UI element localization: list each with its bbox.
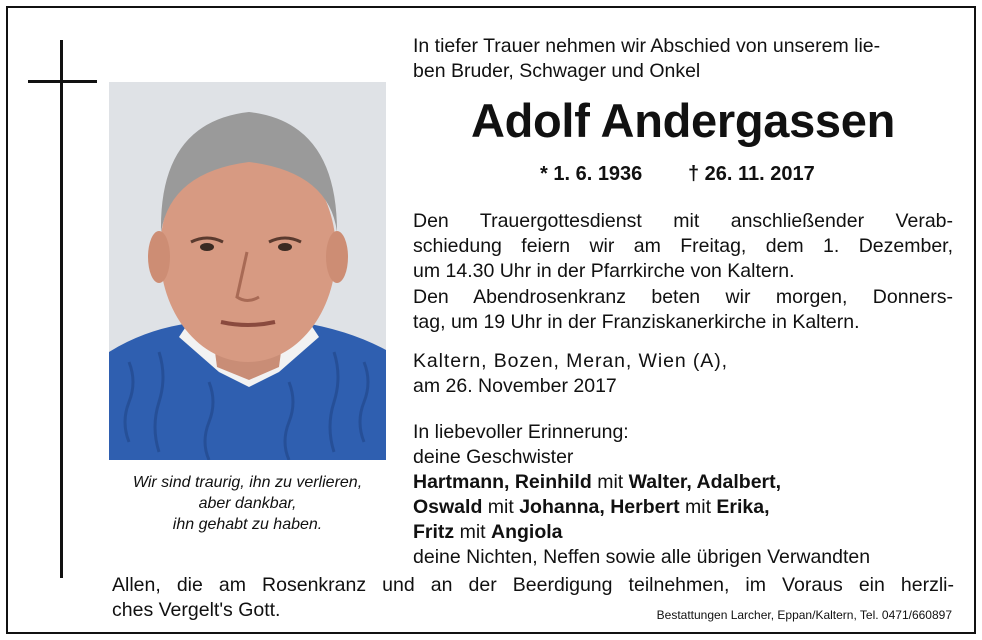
place-date-paragraph (413, 349, 953, 399)
memorial-quote (100, 472, 395, 535)
mourners-siblings-label: deine Geschwister (413, 446, 574, 468)
mourner-name: Johanna, Herbert (519, 496, 680, 518)
mourners-row (413, 470, 953, 495)
mourner-connector: mit (482, 496, 520, 518)
mourner-name: Oswald (413, 496, 483, 518)
paragraph-line: tag, um 19 Uhr in der Franziskanerkirche in Kaltern. (413, 311, 860, 333)
intro-text (413, 34, 953, 84)
portrait-photo (109, 82, 386, 460)
quote-line: Wir sind traurig, ihn zu verlieren, (132, 474, 363, 491)
paragraph-line: Den Trauergottesdienst mit anschließender Verab- (413, 210, 953, 232)
mourner-name: Erika, (716, 496, 770, 518)
paragraph-line: Kaltern, Bozen, Meran, Wien (A), (413, 350, 728, 372)
mourners-row (413, 520, 953, 545)
paragraph-line: um 14.30 Uhr in der Pfarrkirche von Kaltern. (413, 260, 795, 282)
mourner-name: Angiola (491, 521, 563, 543)
funeral-service-paragraph (413, 209, 953, 284)
mourner-connector: mit (454, 521, 492, 543)
death-date: † 26. 11. 2017 (688, 163, 815, 185)
mourner-name: Hartmann, Reinhild (413, 471, 592, 493)
mourners-relatives: deine Nichten, Neffen sowie alle übrigen Verwandten (413, 546, 871, 568)
paragraph-line: schiedung feiern wir am Freitag, dem 1. Dezember, (413, 235, 953, 257)
mourners-list (413, 420, 953, 570)
closing-line: ches Vergelt's Gott. (112, 599, 281, 621)
paragraph-line: am 26. November 2017 (413, 375, 617, 397)
mourner-name: Walter, Adalbert, (628, 471, 782, 493)
quote-line: ihn gehabt zu haben. (172, 516, 323, 533)
mourners-intro: In liebevoller Erinnerung: (413, 421, 629, 443)
cross-horizontal-bar (28, 80, 97, 83)
rosary-paragraph (413, 285, 953, 335)
mourner-connector: mit (679, 496, 717, 518)
quote-line: aber dankbar, (198, 495, 297, 512)
mourner-connector: mit (591, 471, 629, 493)
intro-line: In tiefer Trauer nehmen wir Abschied von unserem lie- (413, 35, 881, 57)
deceased-name: Adolf Andergassen (470, 94, 896, 147)
mourners-row (413, 495, 953, 520)
undertaker-credit: Bestattungen Larcher, Eppan/Kaltern, Tel. 0471/660897 (656, 608, 952, 622)
birth-date: * 1. 6. 1936 (540, 163, 643, 185)
closing-line: Allen, die am Rosenkranz und an der Beerdigung teilnehmen, im Voraus ein herzli- (112, 574, 954, 596)
mourner-name: Fritz (413, 521, 455, 543)
paragraph-line: Den Abendrosenkranz beten wir morgen, Donners- (413, 286, 953, 308)
cross-vertical-bar (60, 40, 63, 578)
life-dates (413, 163, 953, 191)
intro-line: ben Bruder, Schwager und Onkel (413, 60, 701, 82)
